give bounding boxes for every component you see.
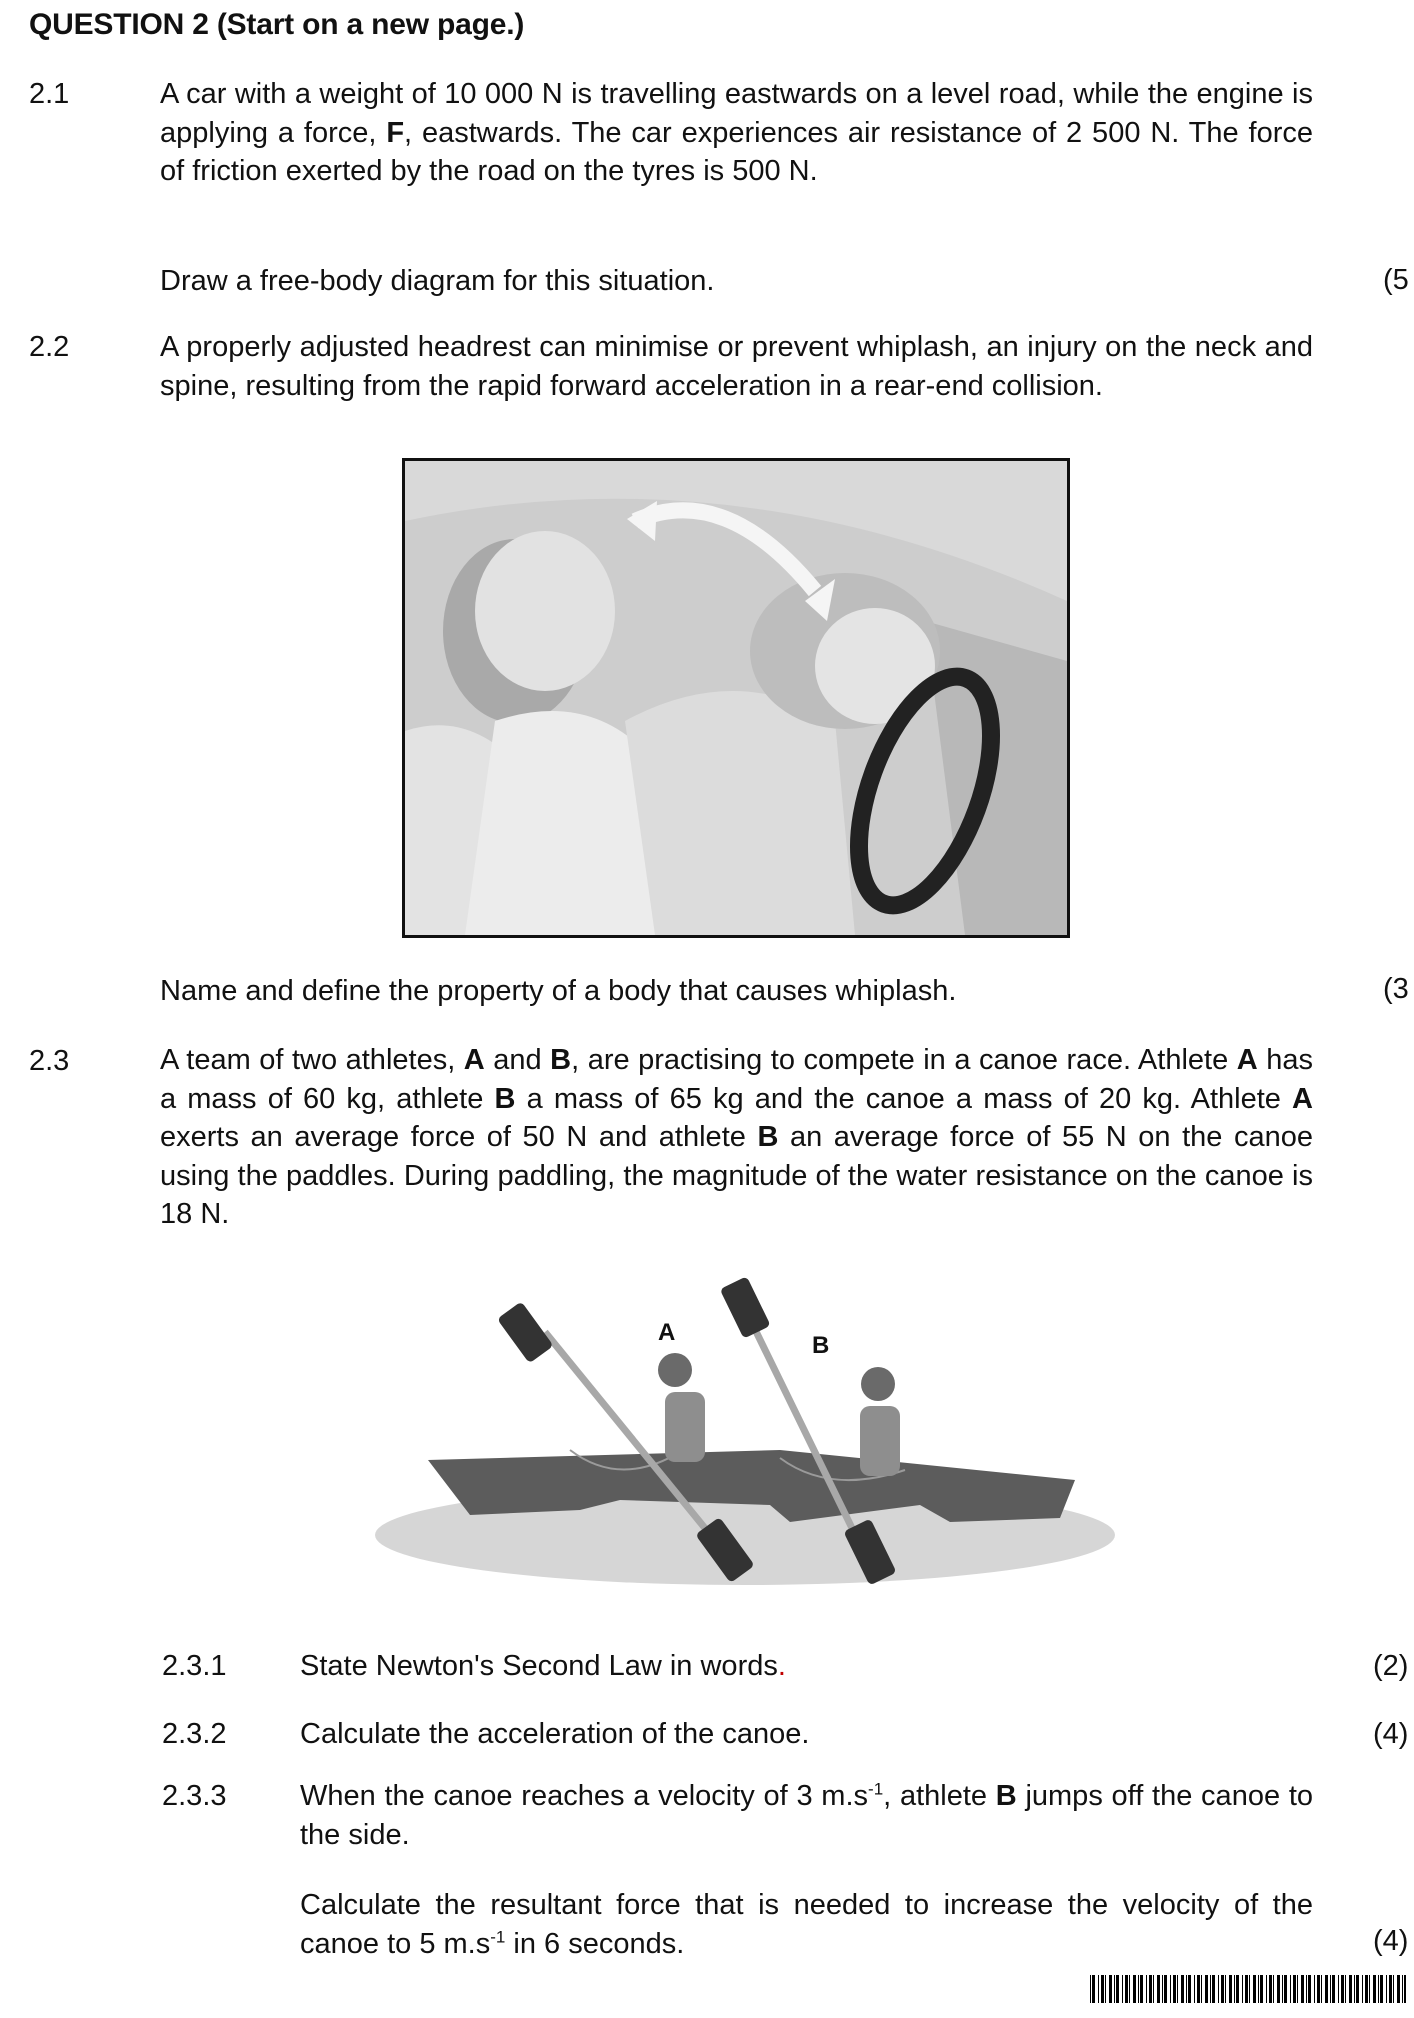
barcode [1090,1975,1408,2003]
barcode-bar [1330,1975,1331,2003]
barcode-bar [1129,1975,1130,2003]
question-2-2-instruction: Name and define the property of a body that causes whiplash. [160,975,957,1007]
barcode-bar [1101,1975,1104,2003]
barcode-bar [1393,1975,1394,2003]
barcode-bar [1373,1975,1376,2003]
question-number-2-3-2: 2.3.2 [162,1718,227,1750]
question-number-2-2: 2.2 [29,331,70,363]
barcode-bar [1284,1975,1287,2003]
q2-3-3-p1c: jumps off the canoe to the side. [300,1780,1313,1851]
barcode-bar [1378,1975,1379,2003]
whiplash-illustration [402,458,1070,938]
marks-2-3-2: (4) [1373,1718,1409,1750]
q2-3-1-period: . [777,1650,786,1682]
question-number-2-1: 2.1 [29,78,70,110]
barcode-bar [1205,1975,1208,2003]
barcode-bar [1201,1975,1202,2003]
question-2-3-2-text: Calculate the acceleration of the canoe. [300,1718,810,1750]
superscript-minus-one: -1 [490,1926,506,1946]
question-2-3-3-text [300,1777,1313,1854]
question-2-1-text [160,75,1313,191]
barcode-bar [1277,1975,1280,2003]
barcode-bar [1297,1975,1298,2003]
figure-label-b: B [812,1332,830,1359]
athlete-b-bold: B [550,1044,572,1076]
marks-2-2: (3 [1383,973,1409,1005]
barcode-bar [1157,1975,1160,2003]
barcode-bar [1249,1975,1250,2003]
q2-1-text-a: A car with a weight of 10 000 N is travelling eastwards on a level road, while the engine is applying a force, [160,78,1313,149]
barcode-bar [1149,1975,1152,2003]
barcode-bar [1164,1975,1167,2003]
q2-3-t4: has a mass of 60 kg, athlete [160,1044,1313,1115]
question-number-2-3: 2.3 [29,1045,70,1077]
whiplash-drawing [405,461,1067,935]
barcode-bar [1188,1975,1191,2003]
barcode-bar [1402,1975,1403,2003]
athlete-b-bold: B [494,1082,516,1115]
canoe-illustration [360,1260,1140,1590]
barcode-bar [1301,1975,1304,2003]
q2-1-text-b: , eastwards. The car experiences air resistance of 2 500 N. The force of friction exerted by the road on the tyres is 500 N. [160,116,1314,187]
barcode-bar [1332,1975,1335,2003]
barcode-bar [1362,1975,1363,2003]
barcode-bar [1225,1975,1226,2003]
q2-3-t6: exerts an average force of 50 N and athlete [160,1121,758,1153]
barcode-bar [1365,1975,1368,2003]
q2-3-t2: and [484,1044,551,1076]
barcode-bar [1242,1975,1243,2003]
athlete-b-bold: B [757,1121,779,1153]
barcode-bar [1308,1975,1311,2003]
q2-3-3-p1a: When the canoe reaches a velocity of 3 m.s [300,1780,869,1812]
barcode-bar [1380,1975,1383,2003]
barcode-bar [1140,1975,1143,2003]
barcode-bar [1317,1975,1320,2003]
question-number-2-3-3: 2.3.3 [162,1780,227,1812]
q2-3-1-text: State Newton's Second Law in words [300,1650,778,1682]
force-symbol-f: F [386,116,405,149]
barcode-bar [1266,1975,1267,2003]
q2-3-t5: a mass of 65 kg and the canoe a mass of 20 kg. Athlete [515,1082,1293,1115]
barcode-bar [1173,1975,1176,2003]
barcode-bar [1122,1975,1123,2003]
athlete-a-bold: A [1292,1082,1313,1115]
barcode-bar [1153,1975,1154,2003]
barcode-bar [1170,1975,1171,2003]
barcode-bar [1194,1975,1195,2003]
barcode-bar [1306,1975,1307,2003]
athlete-a-bold: A [463,1044,485,1076]
barcode-bar [1177,1975,1178,2003]
barcode-bar [1229,1975,1232,2003]
barcode-bar [1098,1975,1099,2003]
barcode-bar [1116,1975,1119,2003]
barcode-bar [1186,1975,1187,2003]
question-2-2-text: A properly adjusted headrest can minimise or prevent whiplash, an injury on the neck and spine, resulting from the rapid forward acceleration in a rear-end collision. [160,331,1313,402]
question-heading: QUESTION 2 (Start on a new page.) [29,8,525,41]
question-2-3-3-instruction [300,1886,1313,1963]
canoe-drawing [360,1260,1140,1590]
barcode-bar [1197,1975,1200,2003]
barcode-bar [1105,1975,1106,2003]
q2-3-3-p2a: Calculate the resultant force that is needed to increase the velocity of the canoe to 5 m.s [300,1889,1313,1960]
question-2-3-text [160,1041,1313,1234]
barcode-bar [1345,1975,1346,2003]
barcode-bar [1138,1975,1139,2003]
athlete-b-bold: B [995,1780,1017,1812]
barcode-bar [1321,1975,1322,2003]
barcode-bar [1162,1975,1163,2003]
question-number-2-3-1: 2.3.1 [162,1650,227,1682]
marks-2-3-1: (2) [1373,1650,1409,1682]
barcode-bar [1389,1975,1392,2003]
barcode-bar [1236,1975,1239,2003]
barcode-bar [1260,1975,1263,2003]
marks-2-3-3: (4) [1373,1925,1409,1957]
barcode-bar [1218,1975,1219,2003]
barcode-bar [1258,1975,1259,2003]
barcode-bar [1354,1975,1355,2003]
q2-3-t1: A team of two athletes, [160,1044,464,1076]
question-2-1-instruction: Draw a free-body diagram for this situation. [160,265,715,297]
barcode-bar [1212,1975,1215,2003]
barcode-bar [1386,1975,1387,2003]
question-2-3-1-text [300,1647,786,1686]
superscript-minus-one: -1 [868,1779,884,1799]
barcode-bar [1356,1975,1359,2003]
barcode-bar [1109,1975,1112,2003]
barcode-bar [1273,1975,1274,2003]
barcode-bar [1269,1975,1272,2003]
barcode-bar [1369,1975,1370,2003]
marks-2-1: (5 [1383,264,1409,296]
barcode-bar [1125,1975,1128,2003]
barcode-bar [1293,1975,1296,2003]
q2-3-3-p1b: , athlete [883,1780,996,1812]
barcode-bar [1349,1975,1352,2003]
barcode-bar [1245,1975,1248,2003]
barcode-bar [1282,1975,1283,2003]
barcode-bar [1092,1975,1095,2003]
barcode-bar [1314,1975,1315,2003]
barcode-bar [1397,1975,1400,2003]
q2-3-t7: an average force of 55 N on the canoe using the paddles. During paddling, the magnitude of the water resistance on the canoe is 18 N. [160,1121,1314,1230]
barcode-bar [1133,1975,1136,2003]
barcode-bar [1090,1975,1091,2003]
barcode-bar [1404,1975,1406,2003]
barcode-bar [1146,1975,1147,2003]
q2-3-t3: , are practising to compete in a canoe race. Athlete [571,1044,1237,1076]
barcode-bar [1210,1975,1211,2003]
q2-3-3-p2b: in 6 seconds. [505,1927,685,1960]
barcode-bar [1290,1975,1291,2003]
barcode-bar [1234,1975,1235,2003]
barcode-bar [1181,1975,1184,2003]
barcode-bar [1114,1975,1115,2003]
barcode-bar [1221,1975,1224,2003]
barcode-bar [1253,1975,1256,2003]
barcode-bar [1341,1975,1344,2003]
athlete-a-bold: A [1236,1044,1258,1076]
barcode-bar [1338,1975,1339,2003]
figure-label-a: A [658,1319,676,1346]
barcode-bar [1325,1975,1328,2003]
